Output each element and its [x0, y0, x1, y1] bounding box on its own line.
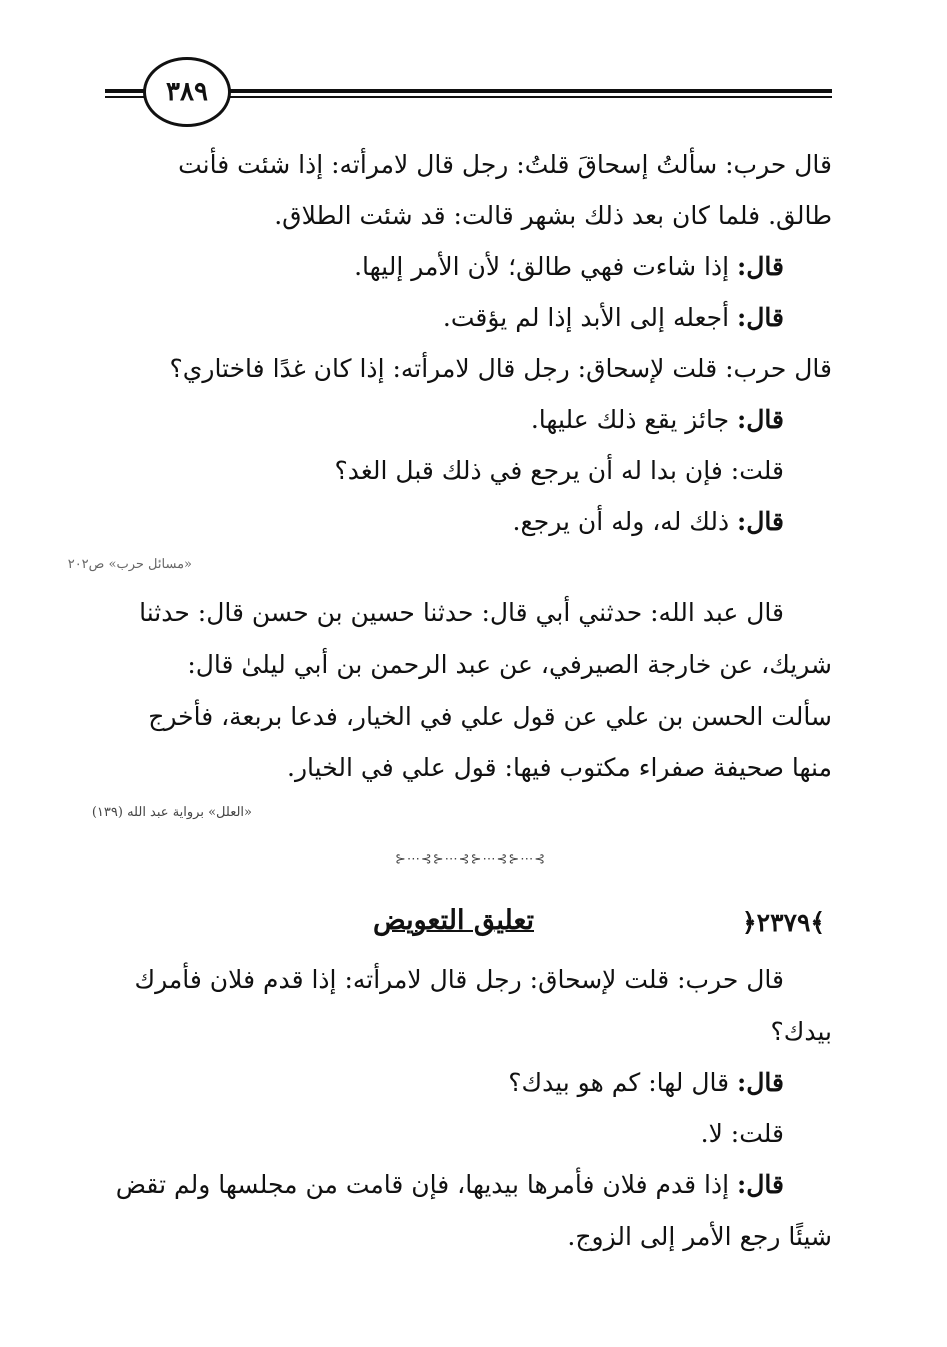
speaker-label: قال:	[737, 507, 784, 536]
text-line	[508, 1068, 784, 1097]
text-span: إذا شاءت فهي طالق؛ لأن الأمر إليها.	[354, 252, 738, 281]
text-span: ذلك له، وله أن يرجع.	[512, 507, 738, 536]
text-span: أجعله إلى الأبد إذا لم يؤقت.	[442, 303, 738, 332]
text-line	[513, 507, 784, 536]
text-line: بيدك؟	[770, 1017, 832, 1046]
page-number: ٣٨٩	[143, 57, 231, 127]
page-body	[67, 0, 832, 1347]
text-line: قال حرب: قلت لإسحاق: رجل قال لامرأته: إذا كان غدًا فاختاري؟	[169, 354, 832, 383]
text-line: طالق. فلما كان بعد ذلك بشهر قالت: قد شئت الطلاق.	[274, 201, 832, 230]
speaker-label: قال:	[737, 1068, 784, 1097]
text-line: منها صحيفة صفراء مكتوب فيها: قول علي في الخيار.	[287, 753, 832, 782]
text-span: قال لها: كم هو بيدك؟	[508, 1068, 738, 1097]
speaker-label: قال:	[737, 1170, 784, 1199]
text-line	[354, 252, 784, 281]
source-citation: «العلل» برواية عبد الله (١٣٩)	[91, 805, 252, 820]
text-line	[116, 1170, 784, 1199]
speaker-label: قال:	[737, 252, 784, 281]
speaker-label: قال:	[737, 303, 784, 332]
section-ornament: ⊱⋯⊰⊱⋯⊰⊱⋯⊰⊱⋯⊰	[395, 852, 547, 867]
text-line: قلت: لا.	[700, 1119, 784, 1148]
text-line: قلت: فإن بدا له أن يرجع في ذلك قبل الغد؟	[334, 456, 784, 485]
text-span: جائز يقع ذلك عليها.	[530, 405, 738, 434]
text-line: قال حرب: قلت لإسحاق: رجل قال لامرأته: إذا قدم فلان فأمرك	[134, 965, 784, 994]
text-line	[531, 405, 784, 434]
text-line: سألت الحسن بن علي عن قول علي في الخيار، فدعا بربعة، فأخرج	[148, 702, 832, 731]
text-span: إذا قدم فلان فأمرها بيديها، فإن قامت من مجلسها ولم تقض	[115, 1170, 738, 1199]
text-line: قال حرب: سألتُ إسحاقَ قلتُ: رجل قال لامرأته: إذا شئت فأنت	[178, 150, 832, 179]
speaker-label: قال:	[737, 405, 784, 434]
text-line: شريك، عن خارجة الصيرفي، عن عبد الرحمن بن أبي ليلىٰ قال:	[187, 650, 832, 679]
section-number: ﴿٢٣٧٩﴾	[742, 908, 826, 937]
text-line	[443, 303, 784, 332]
source-citation: «مسائل حرب» ص٢٠٢	[67, 557, 192, 572]
section-title: تعليق التعويض	[373, 905, 534, 936]
text-line: قال عبد الله: حدثني أبي قال: حدثنا حسين بن حسن قال: حدثنا	[139, 598, 784, 627]
text-line: شيئًا رجع الأمر إلى الزوج.	[567, 1222, 832, 1251]
